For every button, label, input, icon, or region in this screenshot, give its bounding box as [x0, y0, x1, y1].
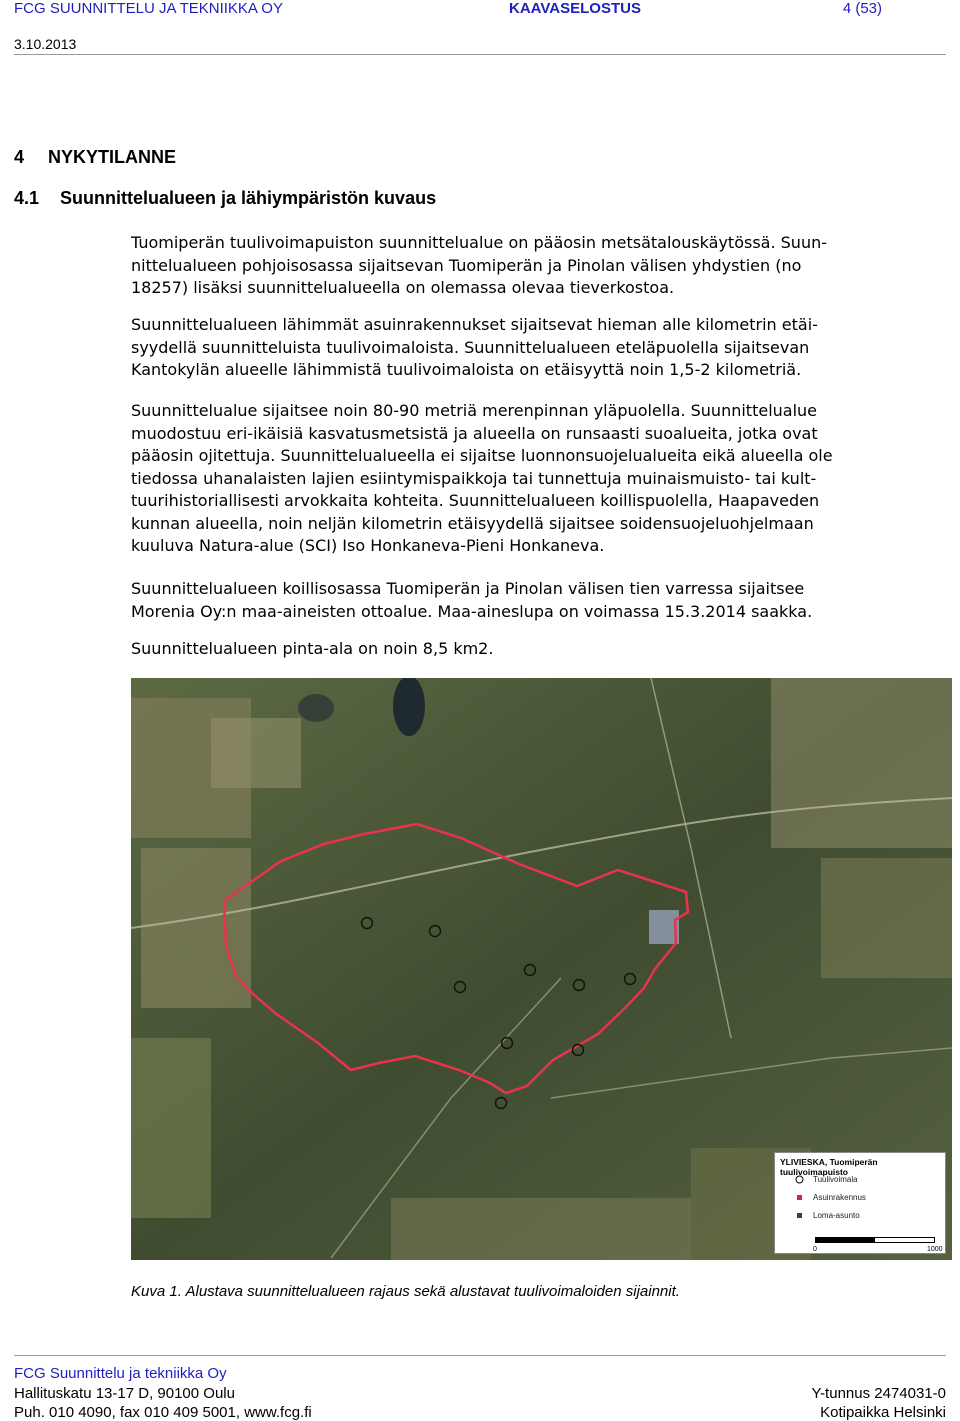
residence-icon [795, 1193, 804, 1202]
footer-address: Hallituskatu 13-17 D, 90100 Oulu [14, 1385, 235, 1402]
footer-domicile: Kotipaikka Helsinki [820, 1404, 946, 1421]
text-line: Suunnittelualueen pinta-ala on noin 8,5 km2. [131, 639, 494, 658]
figure-caption: Kuva 1. Alustava suunnittelualueen rajaus sekä alustavat tuulivoimaloiden sijainnit. [131, 1283, 680, 1300]
text-line: Suunnittelualueen koillisosassa Tuomiperän ja Pinolan välisen tien varressa sijaitsee [131, 579, 805, 598]
legend-item-turbine: Tuulivoimala [813, 1175, 858, 1184]
header-date: 3.10.2013 [14, 36, 77, 52]
scale-bar [815, 1237, 935, 1243]
map-legend [774, 1152, 946, 1254]
section-heading [14, 147, 176, 168]
header-company: FCG SUUNNITTELU JA TEKNIIKKA OY [14, 0, 283, 17]
turbine-icon [795, 1175, 804, 1184]
text-line: Tuomiperän tuulivoimapuiston suunnittelualue on pääosin metsätalouskäytössä. Suun- [131, 233, 827, 252]
paragraph-residences [131, 314, 951, 382]
header-document-type: KAAVASELOSTUS [509, 0, 641, 17]
legend-item-holiday-home: Loma-asunto [813, 1211, 860, 1220]
page-header [14, 0, 946, 56]
legend-title: YLIVIESKA, Tuomiperän tuulivoimapuisto [780, 1157, 878, 1177]
legend-item-residence: Asuinrakennus [813, 1193, 866, 1202]
header-page-number: 4 (53) [842, 0, 882, 17]
text-line: 18257) lisäksi suunnittelualueella on olemassa olevaa tieverkostoa. [131, 278, 675, 297]
text-line: kuuluva Natura-alue (SCI) Iso Honkaneva-Pieni Honkaneva. [131, 536, 605, 555]
scale-start: 0 [813, 1246, 817, 1253]
paragraph-extraction [131, 578, 951, 623]
text-line: Suunnittelualueen lähimmät asuinrakennukset sijaitsevat hieman alle kilometrin etäi- [131, 315, 818, 334]
text-line: kunnan alueella, noin neljän kilometrin etäisyydellä sijaitsee soidensuojeluohjelmaan [131, 513, 814, 533]
footer-business-id: Y-tunnus 2474031-0 [811, 1385, 946, 1402]
text-line: syydellä suunnitteluista tuulivoimaloista. Suunnittelualueen eteläpuolella sijaitsevan [131, 337, 810, 357]
subsection-heading [14, 188, 436, 209]
footer-phone: Puh. 010 4090, fax 010 409 5001, www.fcg.fi [14, 1404, 312, 1421]
section-number: 4 [14, 147, 25, 167]
footer-company: FCG Suunnittelu ja tekniikka Oy [14, 1365, 227, 1382]
text-line: Kantokylän alueelle lähimmistä tuulivoimaloista on etäisyyttä noin 1,5-2 kilometriä. [131, 360, 802, 379]
header-divider [14, 54, 946, 55]
subsection-number: 4.1 [14, 188, 40, 208]
text-line: tiedossa uhanalaisten lajien esiintymispaikkoja tai tunnettuja muinaismuisto- tai kult- [131, 468, 817, 488]
paragraph-land-use [131, 232, 951, 300]
subsection-title: Suunnittelualueen ja lähiympäristön kuvaus [60, 188, 437, 208]
paragraph-area [131, 638, 951, 661]
scale-end: 1000 [927, 1246, 943, 1253]
section-title: NYKYTILANNE [48, 147, 177, 167]
text-line: nittelualueen pohjoisosassa sijaitsevan Tuomiperän ja Pinolan välisen yhdystien (no [131, 255, 802, 275]
footer-divider [14, 1355, 946, 1356]
text-line: Morenia Oy:n maa-aineisten ottoalue. Maa-aineslupa on voimassa 15.3.2014 saakka. [131, 601, 813, 621]
holiday-home-icon [795, 1211, 804, 1220]
text-line: pääosin ojitettuja. Suunnittelualueella ei sijaitse luonnonsuojelualueita eikä alueella ole [131, 446, 833, 465]
aerial-map-figure [131, 678, 952, 1260]
text-line: tuurihistoriallisesti arvokkaita kohteita. Suunnittelualueen koillispuolella, Haapaveden [131, 491, 820, 510]
text-line: Suunnittelualue sijaitsee noin 80-90 metriä merenpinnan yläpuolella. Suunnittelualue [131, 401, 818, 420]
paragraph-nature [131, 400, 951, 558]
text-line: muodostuu eri-ikäisiä kasvatusmetsistä ja alueella on runsaasti suoalueita, jotka ovat [131, 423, 818, 443]
